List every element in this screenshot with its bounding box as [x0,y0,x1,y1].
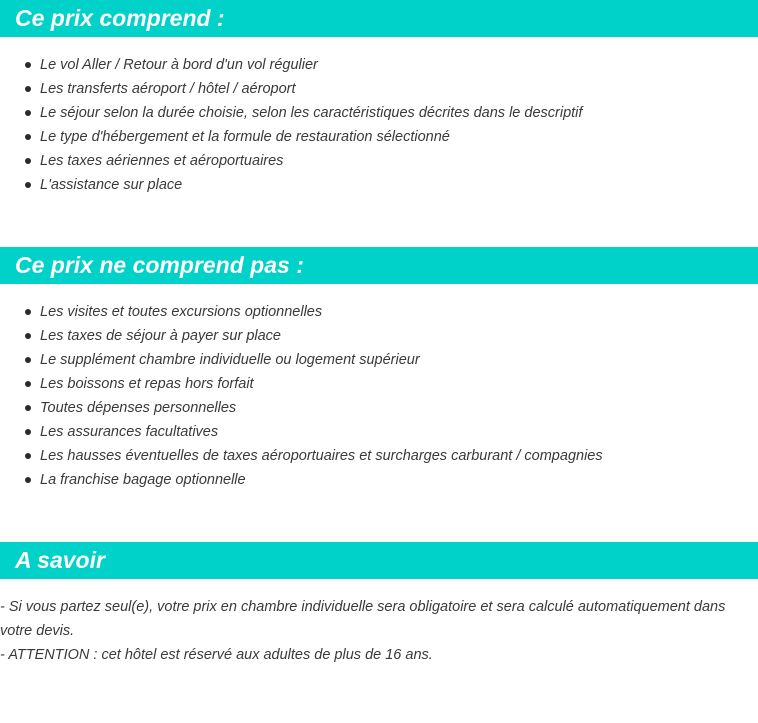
list-item [0,77,758,101]
list-item [0,468,758,492]
bullet-icon [25,333,31,339]
bullet-icon [25,429,31,435]
info-note: - ATTENTION : cet hôtel est réservé aux adultes de plus de 16 ans. [0,647,433,663]
list-item-text: Les boissons et repas hors forfait [40,376,254,392]
list-item [0,149,758,173]
bullet-icon [25,309,31,315]
list-item [0,101,758,125]
list-item-text: Les taxes de séjour à payer sur place [40,328,281,344]
list-item [0,125,758,149]
list-item-text: Le vol Aller / Retour à bord d'un vol régulier [40,57,318,73]
list-item-text: Le séjour selon la durée choisie, selon les caractéristiques décrites dans le descriptif [40,105,583,121]
bullet-icon [25,357,31,363]
list-item-text: Les transferts aéroport / hôtel / aéroport [40,81,296,97]
list-item-text: Le type d'hébergement et la formule de restauration sélectionné [40,129,450,145]
bullet-icon [25,182,31,188]
includes-header [0,0,758,37]
excludes-header [0,247,758,284]
bullet-icon [25,158,31,164]
list-item [0,300,758,324]
info-note: - Si vous partez seul(e), votre prix en chambre individuelle sera obligatoire et sera calculé automatiquement dans votre devis. [0,599,726,639]
bullet-icon [25,453,31,459]
list-item [0,173,758,197]
list-item [0,324,758,348]
list-item-text: L'assistance sur place [40,177,183,193]
bullet-icon [25,62,31,68]
list-item-text: Le supplément chambre individuelle ou logement supérieur [40,352,420,368]
excludes-title: Ce prix ne comprend pas : [15,252,304,278]
info-header [0,542,758,579]
excludes-list [0,300,758,492]
includes-list [0,53,758,197]
list-item [0,396,758,420]
bullet-icon [25,381,31,387]
list-item [0,444,758,468]
list-item-text: Les hausses éventuelles de taxes aéroportuaires et surcharges carburant / compagnies [40,448,603,464]
list-item-text: Les visites et toutes excursions optionnelles [40,304,323,320]
list-item [0,53,758,77]
list-item [0,420,758,444]
info-notes [0,595,758,667]
list-item [0,372,758,396]
list-item-text: Toutes dépenses personnelles [40,400,237,416]
bullet-icon [25,86,31,92]
bullet-icon [25,110,31,116]
list-item-text: La franchise bagage optionnelle [40,472,246,488]
list-item [0,348,758,372]
bullet-icon [25,405,31,411]
includes-title: Ce prix comprend : [15,5,225,31]
bullet-icon [25,477,31,483]
bullet-icon [25,134,31,140]
info-title: A savoir [15,547,105,573]
list-item-text: Les assurances facultatives [40,424,219,440]
list-item-text: Les taxes aériennes et aéroportuaires [40,153,284,169]
